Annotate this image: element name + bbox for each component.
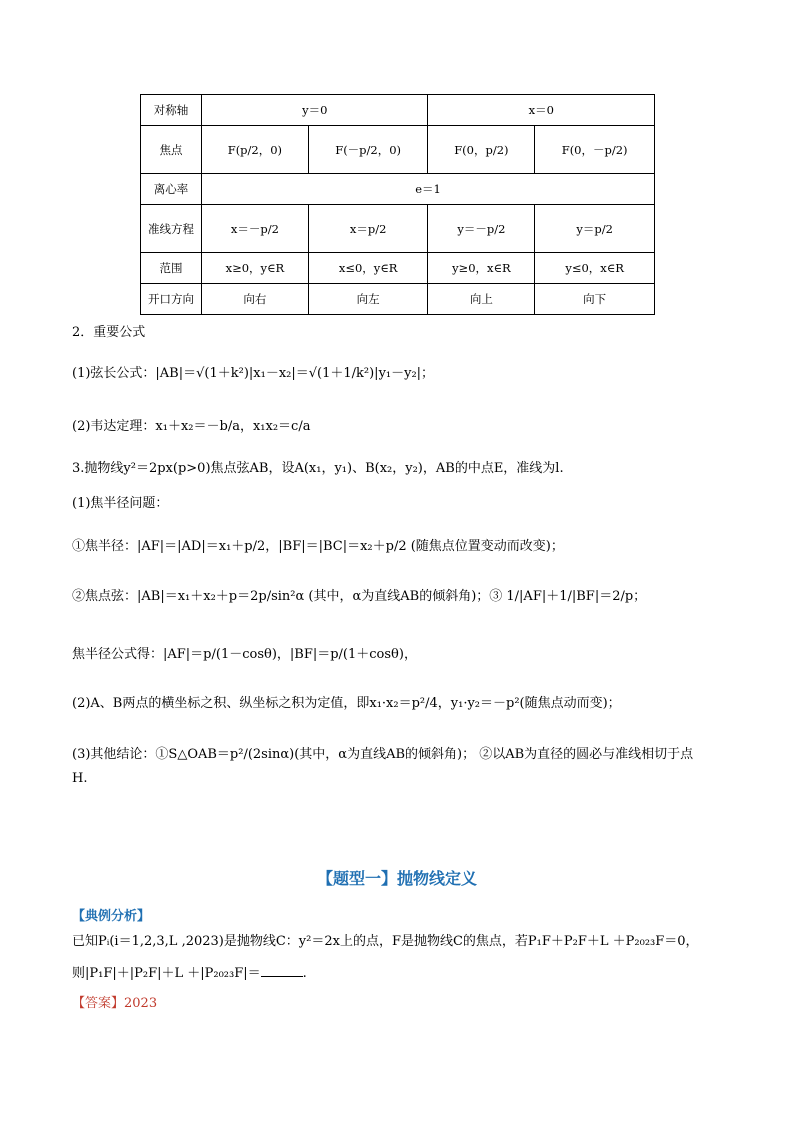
answer-tag: 【答案】	[72, 996, 125, 1011]
product-constant-formula: (2)A、B两点的横坐标之积、纵坐标之积为定值，即x₁·x₂＝p²/4，y₁·y₂＝－p²(随焦点动而变)；	[72, 696, 621, 711]
table-row	[141, 95, 655, 126]
table-cell: x≤0，y∈R	[308, 253, 428, 284]
table-cell: y＝p/2	[535, 205, 655, 253]
example-problem-end: .	[302, 966, 307, 981]
table-cell: y＝－p/2	[428, 205, 535, 253]
table-cell: F(0，－p/2)	[535, 126, 655, 174]
focal-chord-setup: 3.抛物线y²＝2px(p>0)焦点弦AB，设A(x₁，y₁)、B(x₂，y₂)，AB的中点E，准线为l.	[72, 461, 564, 476]
row-header: 范围	[141, 253, 202, 284]
example-problem-line2	[72, 962, 307, 981]
table-cell: 向下	[535, 284, 655, 315]
section-heading: 【题型一】抛物线定义	[316, 869, 477, 888]
other-conclusions: (3)其他结论：①S△OAB＝p²/(2sinα)(其中，α为直线AB的倾斜角)； ②以AB为直径的圆必与准线相切于点	[72, 747, 694, 762]
table-cell: x＝p/2	[308, 205, 428, 253]
chord-length-formula: (1)弦长公式：|AB|＝√(1＋k²)|x₁－x₂|＝√(1＋1/k²)|y₁－y₂|；	[72, 366, 435, 381]
table-cell: 向左	[308, 284, 428, 315]
table-cell: 向右	[202, 284, 309, 315]
example-tag: 【典例分析】	[72, 909, 151, 924]
answer-value: 2023	[124, 996, 158, 1011]
table-row	[141, 205, 655, 253]
table-cell: e＝1	[202, 174, 655, 205]
table-cell: 向上	[428, 284, 535, 315]
vieta-formula: (2)韦达定理：x₁＋x₂＝－b/a，x₁x₂＝c/a	[72, 419, 311, 434]
section-title-formulas: 2．重要公式	[72, 325, 146, 340]
table-row	[141, 253, 655, 284]
table-row	[141, 174, 655, 205]
row-header: 准线方程	[141, 205, 202, 253]
table-cell: x≥0，y∈R	[202, 253, 309, 284]
row-header: 对称轴	[141, 95, 202, 126]
focal-radius-subheading: (1)焦半径问题：	[72, 496, 169, 511]
table-row	[141, 126, 655, 174]
table-cell: y＝0	[202, 95, 428, 126]
table-cell: x＝0	[428, 95, 655, 126]
row-header: 焦点	[141, 126, 202, 174]
row-header: 开口方向	[141, 284, 202, 315]
table-cell: F(p/2，0)	[202, 126, 309, 174]
table-row	[141, 284, 655, 315]
table-cell: x＝－p/2	[202, 205, 309, 253]
focal-radius-formula: ①焦半径：|AF|＝|AD|＝x₁＋p/2，|BF|＝|BC|＝x₂＋p/2 (随焦点位置变动而改变)；	[72, 539, 564, 554]
focal-radius-angle-formula: 焦半径公式得：|AF|＝p/(1－cosθ)，|BF|＝p/(1＋cosθ)，	[72, 647, 417, 662]
example-problem-line1: 已知Pᵢ(i＝1,2,3,L ,2023)是抛物线C：y²＝2x上的点，F是抛物线C的焦点，若P₁F＋P₂F＋L ＋P₂₀₂₃F＝0，	[72, 934, 699, 949]
row-header: 离心率	[141, 174, 202, 205]
other-conclusions-cont: H.	[72, 771, 88, 786]
parabola-properties-table	[140, 94, 655, 315]
table-cell: F(－p/2，0)	[308, 126, 428, 174]
table-cell: y≥0，x∈R	[428, 253, 535, 284]
table-cell: y≤0，x∈R	[535, 253, 655, 284]
table-cell: F(0，p/2)	[428, 126, 535, 174]
example-problem-text: 则|P₁F|＋|P₂F|＋L ＋|P₂₀₂₃F|＝	[72, 966, 261, 981]
answer-blank	[261, 976, 303, 977]
focal-chord-formula: ②焦点弦：|AB|＝x₁＋x₂＋p＝2p/sin²α (其中，α为直线AB的倾斜角)；③ 1/|AF|＋1/|BF|＝2/p；	[72, 589, 647, 604]
answer-line	[72, 992, 157, 1011]
